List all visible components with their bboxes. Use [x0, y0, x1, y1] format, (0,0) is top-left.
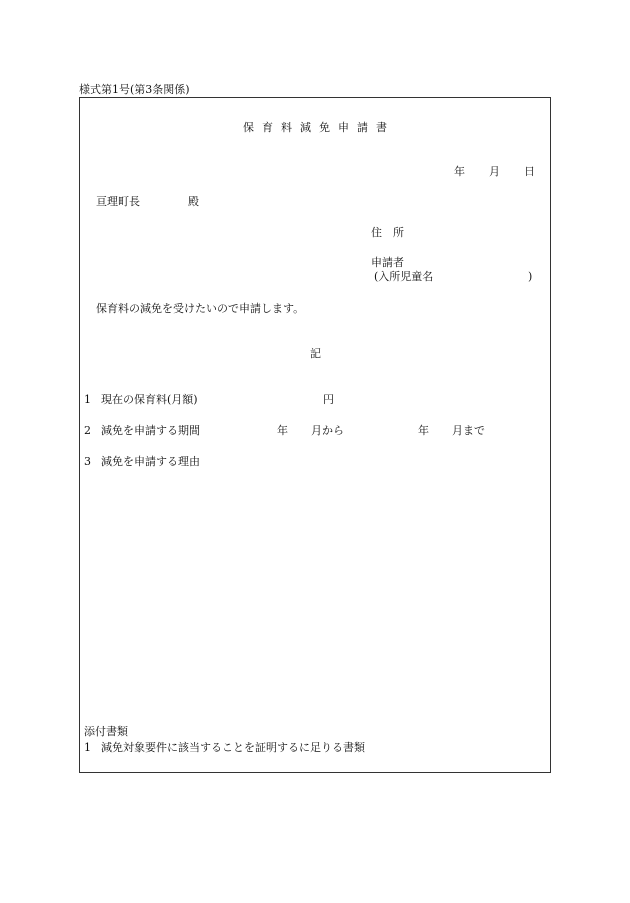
document-title: 保 育 料 減 免 申 請 書	[243, 121, 387, 134]
item-2-number: 2	[84, 424, 91, 437]
item-1-label: 現在の保育料(月額)	[101, 393, 198, 406]
date-day-label: 日	[524, 165, 535, 178]
item-2-to-year: 年	[418, 424, 429, 437]
date-month-label: 月	[489, 165, 500, 178]
item-3-label: 減免を申請する理由	[101, 455, 200, 468]
item-2-from-month: 月から	[311, 424, 344, 437]
item-1-unit: 円	[323, 393, 334, 406]
item-2-to-month: 月まで	[452, 424, 485, 437]
attachment-1-number: 1	[84, 741, 91, 754]
application-statement: 保育料の減免を受けたいので申請します。	[96, 302, 305, 315]
item-3-number: 3	[84, 455, 91, 468]
attachments-heading: 添付書類	[84, 725, 128, 738]
child-name-label: (入所児童名	[374, 270, 434, 283]
addressee-name: 亘理町長	[96, 195, 140, 208]
child-name-close: )	[528, 270, 533, 283]
ki-heading: 記	[310, 347, 321, 360]
address-label: 住 所	[371, 226, 404, 239]
item-1-number: 1	[84, 393, 91, 406]
applicant-label: 申請者	[371, 256, 404, 269]
item-2-from-year: 年	[277, 424, 288, 437]
date-year-label: 年	[454, 165, 465, 178]
addressee-honorific: 殿	[188, 195, 199, 208]
item-2-label: 減免を申請する期間	[101, 424, 200, 437]
attachment-1-text: 減免対象要件に該当することを証明するに足りる書類	[101, 741, 365, 754]
form-label: 様式第1号(第3条関係)	[79, 83, 190, 96]
